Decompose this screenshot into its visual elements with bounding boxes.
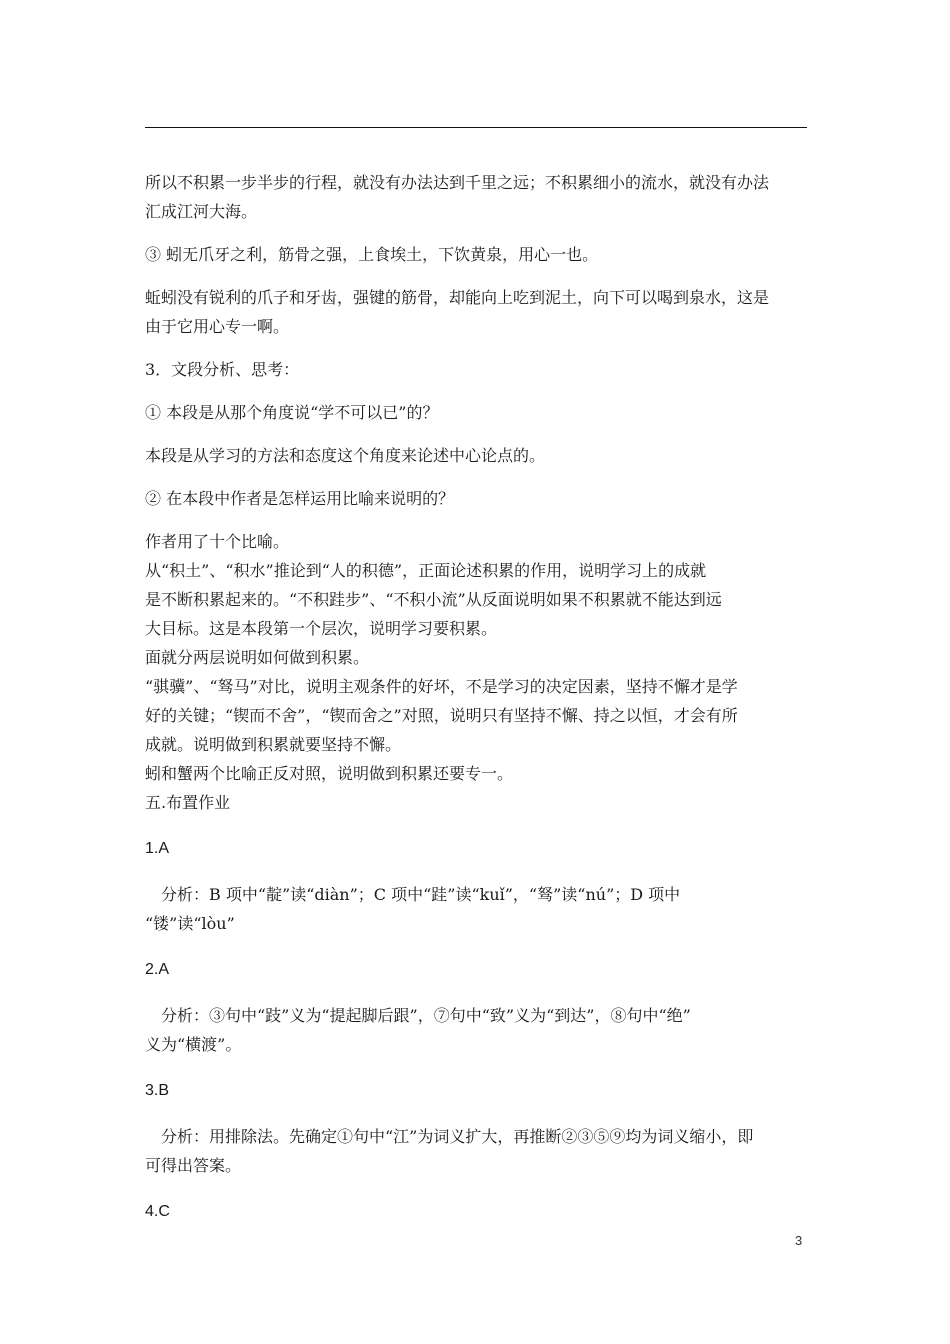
- text-line: 从“积土”、“积水”推论到“人的积德”，正面论述积累的作用，说明学习上的成就: [145, 561, 707, 580]
- page-number: 3: [795, 1233, 803, 1248]
- answer: 作者用了十个比喻。: [145, 532, 290, 551]
- page-body: [145, 168, 807, 1226]
- section-heading: 3．文段分析、思考：: [145, 360, 300, 379]
- text-line: 好的关键；“锲而不舍”，“锲而舍之”对照，说明只有坚持不懈、持之以恒，才会有所: [145, 706, 738, 725]
- text-line: 面就分两层说明如何做到积累。: [145, 648, 370, 667]
- text-line: “骐骥”、“驽马”对比，说明主观条件的好坏，不是学习的决定因素，坚持不懈才是学: [145, 677, 738, 696]
- analysis: 分析：③句中“跂”义为“提起脚后跟”，⑦句中“致”义为“到达”，⑧句中“绝”: [161, 1006, 691, 1025]
- answer-key: 1.A: [145, 840, 170, 857]
- text-line: 所以不积累一步半步的行程，就没有办法达到千里之远；不积累细小的流水，就没有办法: [145, 173, 770, 192]
- section-heading: 五.布置作业: [145, 793, 231, 812]
- text-line: 成就。说明做到积累就要坚持不懈。: [145, 735, 402, 754]
- analysis: 分析：B 项中“靛”读“diàn”；C 项中“跬”读“kuǐ”，“驽”读“nú”；D 项中: [161, 885, 681, 904]
- text-line: ③ 蚓无爪牙之利，筋骨之强，上食埃土，下饮黄泉，用心一也。: [145, 245, 599, 264]
- text-line: 蚓和蟹两个比喻正反对照，说明做到积累还要专一。: [145, 764, 514, 783]
- analysis: 义为“横渡”。: [145, 1035, 242, 1054]
- text-line: 汇成江河大海。: [145, 202, 258, 221]
- question: ① 本段是从那个角度说“学不可以已”的？: [145, 403, 439, 422]
- analysis: “镂”读“lòu”: [145, 914, 235, 933]
- text-line: 蚯蚓没有锐利的爪子和牙齿，强键的筋骨，却能向上吃到泥土，向下可以喝到泉水，这是: [145, 288, 770, 307]
- answer: 本段是从学习的方法和态度这个角度来论述中心论点的。: [145, 446, 546, 465]
- answer-key: 3.B: [145, 1082, 170, 1099]
- header-rule: [145, 127, 807, 128]
- answer-key: 4.C: [145, 1203, 170, 1220]
- analysis: 可得出答案。: [145, 1156, 242, 1175]
- answer-key: 2.A: [145, 961, 170, 978]
- question: ② 在本段中作者是怎样运用比喻来说明的？: [145, 489, 455, 508]
- text-line: 大目标。这是本段第一个层次，说明学习要积累。: [145, 619, 498, 638]
- text-line: 是不断积累起来的。“不积跬步”、“不积小流”从反面说明如果不积累就不能达到远: [145, 590, 722, 609]
- text-line: 由于它用心专一啊。: [145, 317, 290, 336]
- analysis: 分析：用排除法。先确定①句中“江”为词义扩大，再推断②③⑤⑨均为词义缩小，即: [161, 1127, 754, 1146]
